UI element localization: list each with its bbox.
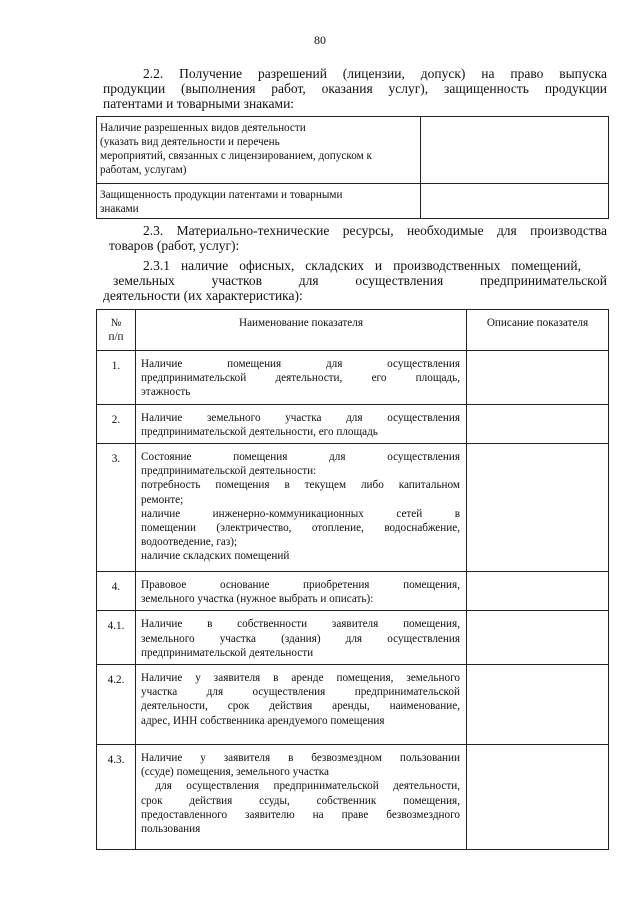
text-line: деятельности (их характеристика): <box>103 288 303 303</box>
premises-table <box>96 309 609 850</box>
text-line: мероприятий, связанных с лицензированием, допуском к <box>100 150 372 162</box>
text-line: продукции (выполнения работ, оказания услуг), защищенность продукции <box>103 81 607 96</box>
text-line: предпринимательской деятельности <box>141 646 314 659</box>
text-line: 2.2. Получение разрешений (лицензии, допуск) на право выпуска <box>143 66 607 81</box>
description-cell[interactable] <box>467 611 609 665</box>
permits-table <box>96 116 609 219</box>
table-row <box>97 572 609 611</box>
row-number: 4. <box>97 572 136 611</box>
text-line: 2.3.1 наличие офисных, складских и производственных помещений, <box>143 258 581 273</box>
text-line: пользования <box>141 823 201 836</box>
text-line: Состояние помещения для осуществления <box>141 451 460 464</box>
name-column-header: Наименование показателя <box>136 310 467 351</box>
text-line: земельных участков для осуществления предпринимательской <box>113 273 607 288</box>
indicator-cell <box>136 444 467 572</box>
description-cell[interactable] <box>467 745 609 850</box>
text-line: деятельности, срок действия аренды, наименование, <box>141 700 460 713</box>
row-number: 4.3. <box>97 745 136 850</box>
section-2-3-paragraph <box>103 223 607 253</box>
text-line: Наличие разрешенных видов деятельности <box>100 122 306 134</box>
text-line: срок действия ссуды, собственник помещения, <box>141 794 460 807</box>
header-text: № <box>110 317 122 329</box>
indicator-cell <box>136 351 467 405</box>
text-line: адрес, ИНН собственника арендуемого помещения <box>141 714 385 727</box>
indicator-cell <box>136 611 467 665</box>
row-number: 3. <box>97 444 136 572</box>
text-line: участка для осуществления предпринимательской <box>141 686 460 699</box>
text-line: земельного участка (здания) для осуществления <box>141 632 460 645</box>
desc-column-header: Описание показателя <box>467 310 609 351</box>
table-row <box>97 404 609 443</box>
text-line: Наличие помещения для осуществления <box>141 358 460 370</box>
row-number: 4.1. <box>97 611 136 665</box>
text-line: (ссуде) помещения, земельного участка <box>141 766 329 779</box>
table-row <box>97 444 609 572</box>
indicator-cell <box>136 404 467 443</box>
text-line: для осуществления предпринимательской деятельности, <box>141 780 460 793</box>
text-line: Защищенность продукции патентами и товарными <box>100 189 343 201</box>
page-number: 80 <box>314 33 326 47</box>
patents-label-cell <box>97 184 421 219</box>
table-header-row <box>97 310 609 351</box>
table-row <box>97 665 609 745</box>
text-line: Наличие в собственности заявителя помещения, <box>141 618 460 631</box>
text-line: водоотведение, газ); <box>141 536 238 549</box>
text-line: помещении (электричество, отопление, водоснабжение, <box>141 522 460 535</box>
table-row <box>97 351 609 405</box>
table-row <box>97 745 609 850</box>
permits-value-cell[interactable] <box>421 117 609 184</box>
text-line: этажность <box>141 386 191 399</box>
text-line: наличие складских помещений <box>141 550 290 563</box>
text-line: работам, услугам) <box>100 164 187 176</box>
description-cell[interactable] <box>467 404 609 443</box>
table-row <box>97 117 609 184</box>
description-cell[interactable] <box>467 351 609 405</box>
text-line: Наличие у заявителя в безвозмездном пользовании <box>141 752 460 765</box>
text-line: предпринимательской деятельности, его площадь, <box>141 372 460 385</box>
section-2-2-paragraph <box>103 66 607 111</box>
section-2-3-1-paragraph <box>103 258 607 303</box>
row-number: 4.2. <box>97 665 136 745</box>
description-cell[interactable] <box>467 665 609 745</box>
text-line: 2.3. Материально-технические ресурсы, необходимые для производства <box>143 223 607 238</box>
text-line: предпринимательской деятельности, его площадь <box>141 425 378 438</box>
row-number: 2. <box>97 404 136 443</box>
text-line: Наличие у заявителя в аренде помещения, земельного <box>141 672 460 685</box>
indicator-cell <box>136 665 467 745</box>
text-line: земельного участка (нужное выбрать и описать): <box>141 593 374 606</box>
row-number: 1. <box>97 351 136 405</box>
header-text: п/п <box>108 331 124 343</box>
indicator-cell <box>136 572 467 611</box>
text-line: предоставленного заявителю на праве безвозмездного <box>141 808 460 821</box>
table-row <box>97 184 609 219</box>
text-line: Правовое основание приобретения помещения, <box>141 579 460 592</box>
text-line: потребность помещения в текущем либо капитальном <box>141 479 460 492</box>
num-column-header <box>97 310 136 351</box>
indicator-cell <box>136 745 467 850</box>
text-line: ремонте; <box>141 493 184 506</box>
patents-value-cell[interactable] <box>421 184 609 219</box>
text-line: наличие инженерно-коммуникационных сетей в <box>141 507 460 520</box>
text-line: (указать вид деятельности и перечень <box>100 136 280 148</box>
description-cell[interactable] <box>467 572 609 611</box>
text-line: товаров (работ, услуг): <box>109 238 240 253</box>
description-cell[interactable] <box>467 444 609 572</box>
text-line: знаками <box>100 203 139 215</box>
table-row <box>97 611 609 665</box>
text-line: предпринимательской деятельности: <box>141 465 317 478</box>
permits-label-cell <box>97 117 421 184</box>
text-line: Наличие земельного участка для осуществления <box>141 411 460 424</box>
text-line: патентами и товарными знаками: <box>103 96 295 111</box>
